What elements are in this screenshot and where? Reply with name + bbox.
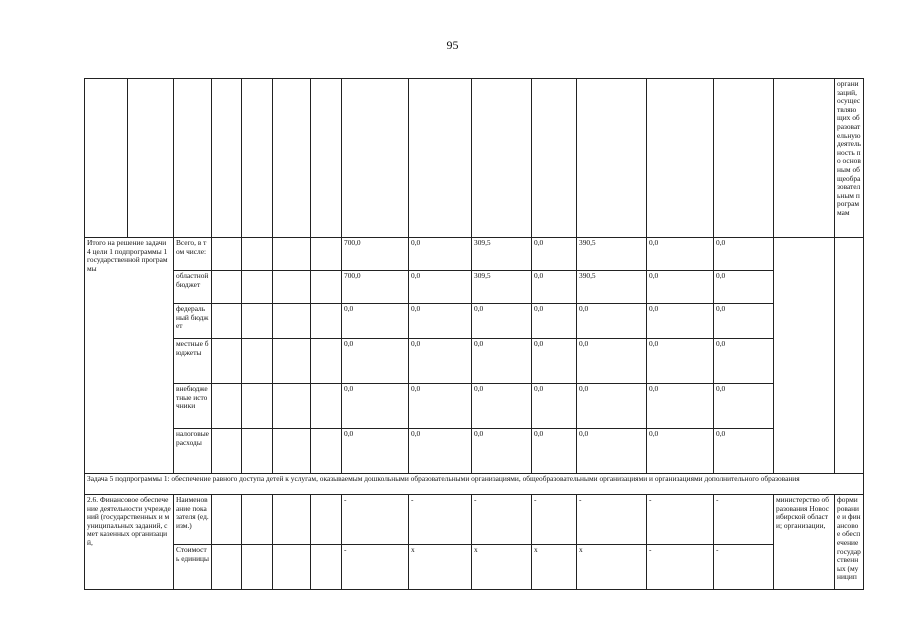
value-cell: x <box>577 545 647 590</box>
value-cell: - <box>647 545 714 590</box>
value-cell: 0,0 <box>532 384 577 429</box>
cell-col-14 <box>714 79 774 238</box>
cell-col-7 <box>311 79 342 238</box>
value-cell: - <box>714 495 774 545</box>
itogo-row-5 <box>85 429 864 474</box>
value-cell: 0,0 <box>472 429 532 474</box>
cell-col-5 <box>242 79 273 238</box>
value-cell: x <box>532 545 577 590</box>
value-cell: 0,0 <box>532 304 577 339</box>
value-cell: 390,5 <box>577 271 647 304</box>
cell-col-2 <box>128 79 174 238</box>
value-cell: 0,0 <box>647 304 714 339</box>
value-cell: 0,0 <box>472 339 532 384</box>
cell-col-4 <box>212 79 242 238</box>
value-cell: 0,0 <box>647 238 714 271</box>
value-cell: 0,0 <box>714 238 774 271</box>
value-cell: 700,0 <box>342 238 409 271</box>
value-cell: x <box>409 545 472 590</box>
value-cell: 0,0 <box>342 429 409 474</box>
value-cell: 390,5 <box>577 238 647 271</box>
value-cell: x <box>472 545 532 590</box>
itogo-label: Итого на решение задачи 4 цели 1 подпрограммы 1 государственной программы <box>85 238 174 474</box>
continuation-result-cell: организаций, осуществляющих образовательную деятельность по основным общеобразовательным программам <box>835 79 864 238</box>
value-cell: 0,0 <box>409 238 472 271</box>
item-2-6-label: 2.6. Финансовое обеспечение деятельности учреждений (государственных и муниципальных заданий, смет казенных организаций, <box>85 495 174 590</box>
executor-cell: министерство образования Новосибирской области; организации, <box>774 495 835 590</box>
value-cell: 0,0 <box>409 271 472 304</box>
source-cell: внебюджетные источники <box>174 384 212 429</box>
value-cell: 0,0 <box>409 429 472 474</box>
value-cell: 0,0 <box>342 384 409 429</box>
itogo-row-4 <box>85 384 864 429</box>
budget-table <box>84 78 864 590</box>
cell-col-3 <box>174 79 212 238</box>
value-cell: 0,0 <box>472 304 532 339</box>
value-cell: 0,0 <box>472 384 532 429</box>
value-cell: - <box>714 545 774 590</box>
value-cell: 700,0 <box>342 271 409 304</box>
value-cell: 309,5 <box>472 271 532 304</box>
source-cell: налоговые расходы <box>174 429 212 474</box>
value-cell: - <box>409 495 472 545</box>
value-cell: - <box>472 495 532 545</box>
itogo-row-3 <box>85 339 864 384</box>
value-cell: 0,0 <box>342 304 409 339</box>
task5-row <box>85 474 864 495</box>
item-2-6-row-1 <box>85 495 864 545</box>
itogo-row-0 <box>85 238 864 271</box>
itogo-row-1 <box>85 271 864 304</box>
source-cell: областной бюджет <box>174 271 212 304</box>
value-cell: 0,0 <box>532 429 577 474</box>
value-cell: 0,0 <box>532 339 577 384</box>
cell-col-9 <box>409 79 472 238</box>
value-cell: 0,0 <box>647 339 714 384</box>
cell-col-13 <box>647 79 714 238</box>
value-cell: 0,0 <box>577 429 647 474</box>
value-cell: - <box>342 495 409 545</box>
value-cell: - <box>647 495 714 545</box>
value-cell: 0,0 <box>342 339 409 384</box>
source-cell: Наименование показателя (ед. изм.) <box>174 495 212 545</box>
value-cell: - <box>532 495 577 545</box>
cell-col-1 <box>85 79 128 238</box>
value-cell: 0,0 <box>714 271 774 304</box>
value-cell: 0,0 <box>714 429 774 474</box>
cell-col-8 <box>342 79 409 238</box>
value-cell: 0,0 <box>647 271 714 304</box>
task5-heading: Задача 5 подпрограммы 1: обеспечение равного доступа детей к услугам, оказываемым дошкольными образовательными организациями, общеобразовательными организациями и организациями дополнительного образования <box>85 474 864 495</box>
source-cell: местные бюджеты <box>174 339 212 384</box>
value-cell: - <box>577 495 647 545</box>
result-cell: формирование и финансовое обеспечение государственных (муницип <box>835 495 864 590</box>
page-number: 95 <box>446 38 459 52</box>
itogo-row-2 <box>85 304 864 339</box>
value-cell: 0,0 <box>532 271 577 304</box>
value-cell: 0,0 <box>409 384 472 429</box>
value-cell: - <box>342 545 409 590</box>
cell-col-6 <box>273 79 311 238</box>
source-cell: Всего, в том числе: <box>174 238 212 271</box>
executor-cell <box>774 238 835 474</box>
value-cell: 0,0 <box>409 304 472 339</box>
value-cell: 0,0 <box>577 384 647 429</box>
item-2-6-row-2 <box>85 545 864 590</box>
source-cell: Стоимость единицы <box>174 545 212 590</box>
value-cell: 0,0 <box>577 304 647 339</box>
cell-col-12 <box>577 79 647 238</box>
result-cell <box>835 238 864 474</box>
cell-col-15 <box>774 79 835 238</box>
value-cell: 0,0 <box>409 339 472 384</box>
value-cell: 0,0 <box>577 339 647 384</box>
value-cell: 0,0 <box>532 238 577 271</box>
continuation-row <box>85 79 864 238</box>
value-cell: 0,0 <box>647 429 714 474</box>
value-cell: 0,0 <box>714 304 774 339</box>
value-cell: 0,0 <box>647 384 714 429</box>
source-cell: федеральный бюджет <box>174 304 212 339</box>
value-cell: 0,0 <box>714 339 774 384</box>
value-cell: 0,0 <box>714 384 774 429</box>
cell-col-11 <box>532 79 577 238</box>
cell-col-10 <box>472 79 532 238</box>
value-cell: 309,5 <box>472 238 532 271</box>
